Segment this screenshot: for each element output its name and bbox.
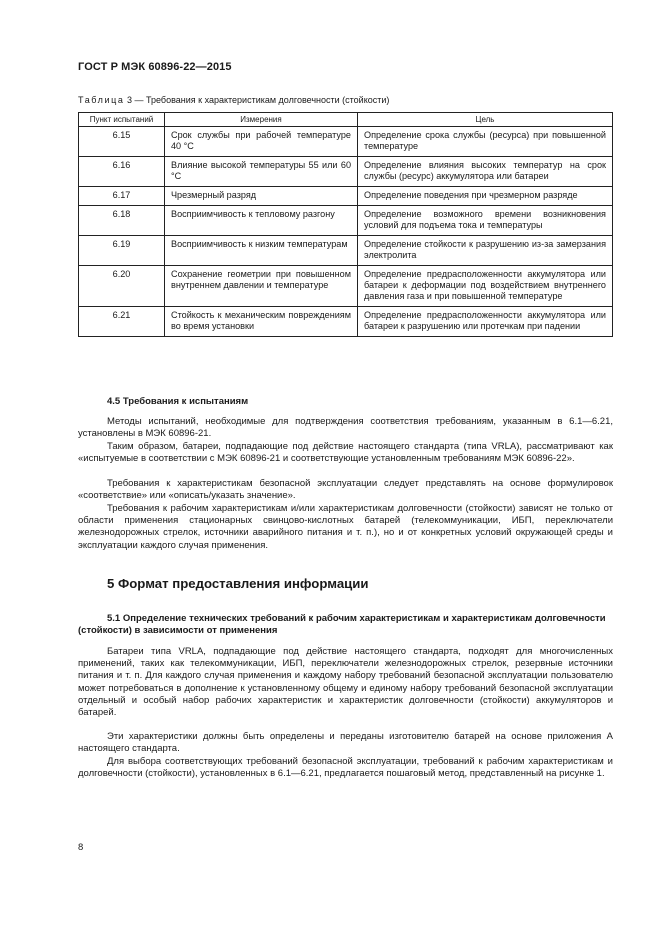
cell-measurement: Чрезмерный разряд [165,187,358,206]
table-row [79,157,613,187]
paragraph: Методы испытаний, необходимые для подтверждения соответствия требованиям, указанным в 6.1—6.21, установлены в МЭК 60896-21. [78,416,613,440]
table-row [79,236,613,266]
page-number: 8 [78,842,84,853]
requirements-table [78,112,613,337]
table-row [79,266,613,307]
cell-goal: Определение стойкости к разрушению из-за замерзания электролита [358,236,613,266]
standard-header: ГОСТ Р МЭК 60896-22—2015 [78,61,232,73]
paragraph: Таким образом, батареи, подпадающие под действие настоящего стандарта (типа VRLA), рассматривают как «испытуемые в соответствии с МЭК 60896-21 и соответствующие установленным требованиям МЭК 60896-22». [78,441,613,465]
table-caption-prefix: Таблица [78,95,125,105]
cell-goal: Определение предрасположенности аккумулятора или батареи к разрушению или протечкам при падении [358,307,613,337]
cell-item: 6.17 [79,187,165,206]
paragraph: Требования к характеристикам безопасной эксплуатации следует представлять на основе формулировок «соответствие» или «описать/указать значение». [78,478,613,502]
paragraph: Эти характеристики должны быть определены и переданы изготовителю батарей на основе приложения А настоящего стандарта. [78,731,613,755]
cell-item: 6.15 [79,127,165,157]
cell-measurement: Срок службы при рабочей температуре 40 °С [165,127,358,157]
cell-item: 6.21 [79,307,165,337]
cell-goal: Определение предрасположенности аккумулятора или батареи к деформации под воздействием внутреннего давления газа и при повышенной температуре [358,266,613,307]
cell-item: 6.18 [79,206,165,236]
table-caption-text: 3 — Требования к характеристикам долговечности (стойкости) [124,95,390,105]
table-row [79,206,613,236]
column-header-goal: Цель [358,113,613,127]
cell-item: 6.16 [79,157,165,187]
cell-item: 6.19 [79,236,165,266]
cell-item: 6.20 [79,266,165,307]
column-header-item: Пункт испытаний [79,113,165,127]
column-header-measurement: Измерения [165,113,358,127]
paragraph: Для выбора соответствующих требований безопасной эксплуатации, требований к рабочим характеристикам и долговечности (стойкости), установленных в 6.1—6.21, предлагается пошаговый метод, представленный на рисунке 1. [78,756,613,780]
cell-goal: Определение поведения при чрезмерном разряде [358,187,613,206]
cell-goal: Определение срока службы (ресурса) при повышенной температуре [358,127,613,157]
cell-measurement: Восприимчивость к тепловому разгону [165,206,358,236]
section-5-1-heading: 5.1 Определение технических требований к рабочим характеристикам и характеристикам долговечности (стойкости) в зависимости от применения [78,613,606,637]
cell-measurement: Стойкость к механическим повреждениям во время установки [165,307,358,337]
section-5-heading: 5 Формат предоставления информации [107,576,369,591]
table-row [79,187,613,206]
paragraph: Батареи типа VRLA, подпадающие под действие настоящего стандарта, подходят для многочисленных применений, таких как телекоммуникации, ИБП, переключатели железнодорожных стрелок, резервные источники питания и т. п. Для каждого случая применения и каждому набору требований безопасной эксплуатации пользователю может потребоваться в дополнение к установленному общему и единому набору требований безопасной эксплуатации отдельный и особый набор рабочих характеристик и характеристик долговечности (стойкости) аккумуляторов и батарей. [78,646,613,719]
table-caption [78,95,389,105]
paragraph: Требования к рабочим характеристикам и/или характеристикам долговечности (стойкости) зависят не только от области применения стационарных свинцово-кислотных батарей (телекоммуникации, ИБП, переключатели железнодорожных стрелок, источники аварийного питания и т. п.), но и от конкретных условий окружающей среды и эксплуатации каждого случая применения. [78,503,613,551]
section-4-5-heading: 4.5 Требования к испытаниям [107,396,249,407]
table-header-row [79,113,613,127]
cell-goal: Определение возможного времени возникновения условий для подъема тока и температуры [358,206,613,236]
cell-measurement: Сохранение геометрии при повышенном внутреннем давлении и температуре [165,266,358,307]
cell-goal: Определение влияния высоких температур на срок службы (ресурс) аккумулятора или батареи [358,157,613,187]
cell-measurement: Влияние высокой температуры 55 или 60 °С [165,157,358,187]
table-row [79,127,613,157]
table-row [79,307,613,337]
cell-measurement: Восприимчивость к низким температурам [165,236,358,266]
